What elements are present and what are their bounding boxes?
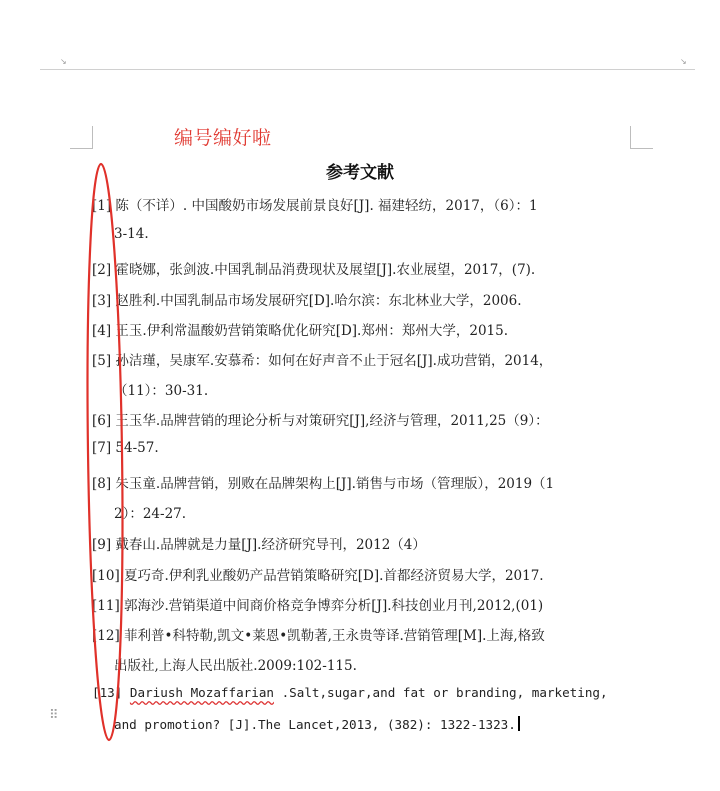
red-annotation-text: 编号编好啦 [174, 127, 272, 149]
reference-line[interactable]: [11] 郭海沙.营销渠道中间商价格竞争博弈分析[J].科技创业月刊,2012,(01) [92, 598, 544, 614]
misspelled-author-name[interactable]: Dariush Mozaffarian [129, 685, 274, 700]
reference-line[interactable]: [3] 赵胜利.中国乳制品市场发展研究[D].哈尔滨：东北林业大学，2006. [92, 293, 522, 309]
reference-line[interactable]: [5] 孙洁瑾，吴康军.安慕希：如何在好声音不止于冠名[J].成功营销，2014， [92, 353, 553, 369]
reference-line[interactable]: 3-14. [114, 226, 149, 242]
reference-line[interactable]: [9] 戴春山.品牌就是力量[J].经济研究导刊，2012（4） [92, 537, 426, 553]
reference-line[interactable]: [10] 夏巧奇.伊利乳业酸奶产品营销策略研究[D].首都经济贸易大学，2017. [92, 568, 544, 584]
reference-line[interactable]: [2] 霍晓娜，张剑波.中国乳制品消费现状及展望[J].农业展望，2017，(7). [92, 262, 536, 278]
reference-text: .Salt,sugar,and fat or branding, marketing, [273, 685, 608, 700]
reference-line[interactable]: 出版社,上海人民出版社.2009:102-115. [114, 658, 357, 674]
reference-number: [13] [92, 685, 130, 700]
reference-line[interactable]: [4] 王玉.伊利常温酸奶营销策略优化研究[D].郑州：郑州大学，2015. [92, 323, 509, 339]
reference-line[interactable]: （11）：30-31. [114, 383, 209, 399]
document-title[interactable]: 参考文献 [326, 163, 394, 183]
reference-line[interactable]: [12] 菲利普•科特勒,凯文•莱恩•凯勒著,王永贵等译.营销管理[M].上海,格致 [92, 628, 545, 644]
reference-line[interactable]: [8] 朱玉童.品牌营销，别败在品牌架构上[J].销售与市场（管理版），2019（1 [92, 476, 555, 492]
reference-text: and promotion? [J].The Lancet,2013, (382): 1322-1323. [114, 717, 516, 732]
drag-handle-icon[interactable]: ⠿ [49, 708, 59, 723]
ruler-left-marker-icon: ↘ [60, 57, 67, 66]
reference-line[interactable]: 2）：24-27. [114, 506, 187, 522]
reference-line[interactable]: [6] 王玉华.品牌营销的理论分析与对策研究[J],经济与管理，2011,25（9）： [92, 413, 549, 429]
ruler-right-marker-icon: ↘ [680, 57, 687, 66]
reference-line[interactable]: [7] 54-57. [92, 440, 159, 456]
reference-line[interactable]: [1] 陈（不详）. 中国酸奶市场发展前景良好[J]. 福建轻纺，2017，（6）：1 [92, 198, 538, 214]
